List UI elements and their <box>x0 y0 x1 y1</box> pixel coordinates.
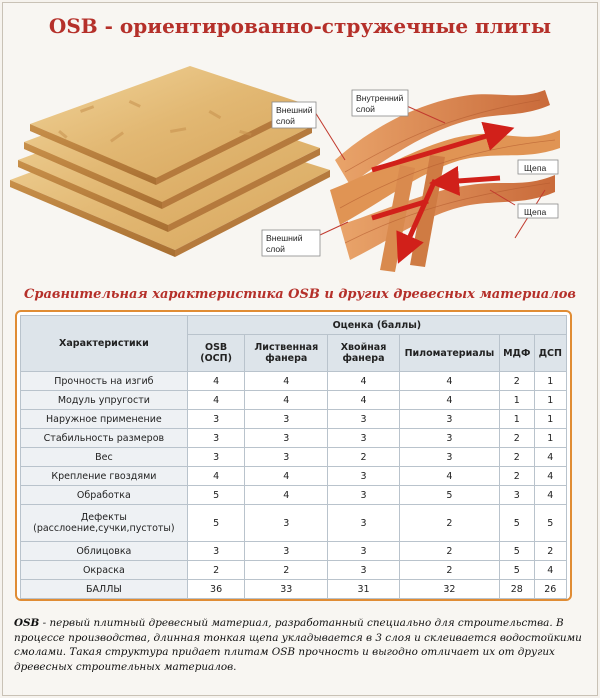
score-cell: 3 <box>328 542 400 561</box>
column-header: Пиломатериалы <box>399 335 499 372</box>
column-header: Лиственная фанера <box>245 335 328 372</box>
score-cell: 3 <box>245 410 328 429</box>
page-title: OSB - ориентированно-стружечные плиты <box>48 14 552 38</box>
osb-illustration <box>0 60 600 290</box>
score-cell: 26 <box>534 580 566 599</box>
footnote-text: - первый плитный древесный материал, разработанный специально для строительства. В процессе производства, длинная тонкая щепа укладывается в 3 слоя и склеивается водостойкими смолами. Такая структура придает плитам OSB прочность и выгодно отличает их от других древесных строительных материалов. <box>14 617 582 673</box>
score-cell: 4 <box>534 561 566 580</box>
table-row <box>21 542 567 561</box>
score-cell: 4 <box>534 467 566 486</box>
score-cell: 1 <box>499 391 534 410</box>
score-cell: 3 <box>187 429 245 448</box>
footnote <box>14 616 586 674</box>
score-cell: 3 <box>328 467 400 486</box>
label-inner-line2: слой <box>356 104 375 114</box>
table-row <box>21 429 567 448</box>
score-cell: 5 <box>187 505 245 542</box>
score-cell: 5 <box>499 542 534 561</box>
label-chip2: Щепа <box>524 207 547 217</box>
column-header: МДФ <box>499 335 534 372</box>
score-cell: 5 <box>534 505 566 542</box>
header-score-group: Оценка (баллы) <box>187 316 566 335</box>
score-cell: 32 <box>399 580 499 599</box>
score-cell: 33 <box>245 580 328 599</box>
score-cell: 4 <box>399 467 499 486</box>
header-characteristics: Характеристики <box>21 316 188 372</box>
score-cell: 5 <box>499 505 534 542</box>
table-row <box>21 467 567 486</box>
score-cell: 3 <box>499 486 534 505</box>
score-cell: 1 <box>534 391 566 410</box>
row-label: Наружное применение <box>21 410 188 429</box>
table-row <box>21 410 567 429</box>
score-cell: 4 <box>245 372 328 391</box>
score-cell: 2 <box>187 561 245 580</box>
column-header: ДСП <box>534 335 566 372</box>
table-row <box>21 561 567 580</box>
comparison-table-container <box>15 310 572 601</box>
label-chip1: Щепа <box>524 163 547 173</box>
label-inner-line1: Внутренний <box>356 93 404 103</box>
score-cell: 1 <box>499 410 534 429</box>
score-cell: 4 <box>187 391 245 410</box>
score-cell: 1 <box>534 372 566 391</box>
score-cell: 3 <box>245 448 328 467</box>
label-outer-top-line2: слой <box>276 116 295 126</box>
score-cell: 3 <box>399 429 499 448</box>
table-row <box>21 580 567 599</box>
osb-boards-image <box>10 66 330 257</box>
score-cell: 3 <box>328 486 400 505</box>
row-label: Вес <box>21 448 188 467</box>
score-cell: 5 <box>187 486 245 505</box>
table-row <box>21 372 567 391</box>
score-cell: 4 <box>534 448 566 467</box>
score-cell: 1 <box>534 410 566 429</box>
score-cell: 3 <box>328 429 400 448</box>
row-label: БАЛЛЫ <box>21 580 188 599</box>
row-label: Окраска <box>21 561 188 580</box>
score-cell: 4 <box>245 391 328 410</box>
score-cell: 31 <box>328 580 400 599</box>
score-cell: 4 <box>245 486 328 505</box>
score-cell: 2 <box>499 429 534 448</box>
score-cell: 3 <box>399 410 499 429</box>
score-cell: 4 <box>534 486 566 505</box>
row-label: Крепление гвоздями <box>21 467 188 486</box>
row-label: Стабильность размеров <box>21 429 188 448</box>
score-cell: 4 <box>399 391 499 410</box>
score-cell: 2 <box>245 561 328 580</box>
score-cell: 3 <box>245 505 328 542</box>
score-cell: 2 <box>399 505 499 542</box>
score-cell: 36 <box>187 580 245 599</box>
column-header: Хвойная фанера <box>328 335 400 372</box>
score-cell: 4 <box>245 467 328 486</box>
table-subtitle: Сравнительная характеристика OSB и других древесных материалов <box>24 287 576 302</box>
table-row <box>21 505 567 542</box>
score-cell: 3 <box>328 561 400 580</box>
footnote-lead: OSB <box>14 617 40 629</box>
score-cell: 2 <box>499 372 534 391</box>
score-cell: 3 <box>245 429 328 448</box>
score-cell: 4 <box>328 372 400 391</box>
score-cell: 2 <box>499 448 534 467</box>
score-cell: 3 <box>187 410 245 429</box>
row-label: Обработка <box>21 486 188 505</box>
score-cell: 2 <box>499 467 534 486</box>
column-header: OSB (ОСП) <box>187 335 245 372</box>
row-label: Дефекты (расслоение,сучки,пустоты) <box>21 505 188 542</box>
score-cell: 3 <box>187 448 245 467</box>
score-cell: 5 <box>399 486 499 505</box>
label-outer-top-line1: Внешний <box>276 105 313 115</box>
score-cell: 2 <box>399 561 499 580</box>
comparison-table <box>20 315 567 599</box>
row-label: Облицовка <box>21 542 188 561</box>
score-cell: 4 <box>328 391 400 410</box>
score-cell: 4 <box>187 467 245 486</box>
table-row <box>21 486 567 505</box>
score-cell: 3 <box>328 410 400 429</box>
score-cell: 3 <box>245 542 328 561</box>
score-cell: 1 <box>534 429 566 448</box>
score-cell: 4 <box>399 372 499 391</box>
table-row <box>21 448 567 467</box>
score-cell: 3 <box>187 542 245 561</box>
row-label: Прочность на изгиб <box>21 372 188 391</box>
score-cell: 5 <box>499 561 534 580</box>
label-outer-bottom-line2: слой <box>266 244 285 254</box>
table-row <box>21 391 567 410</box>
score-cell: 2 <box>399 542 499 561</box>
label-outer-bottom-line1: Внешний <box>266 233 303 243</box>
score-cell: 2 <box>328 448 400 467</box>
score-cell: 3 <box>399 448 499 467</box>
score-cell: 28 <box>499 580 534 599</box>
score-cell: 4 <box>187 372 245 391</box>
row-label: Модуль упругости <box>21 391 188 410</box>
score-cell: 2 <box>534 542 566 561</box>
score-cell: 3 <box>328 505 400 542</box>
